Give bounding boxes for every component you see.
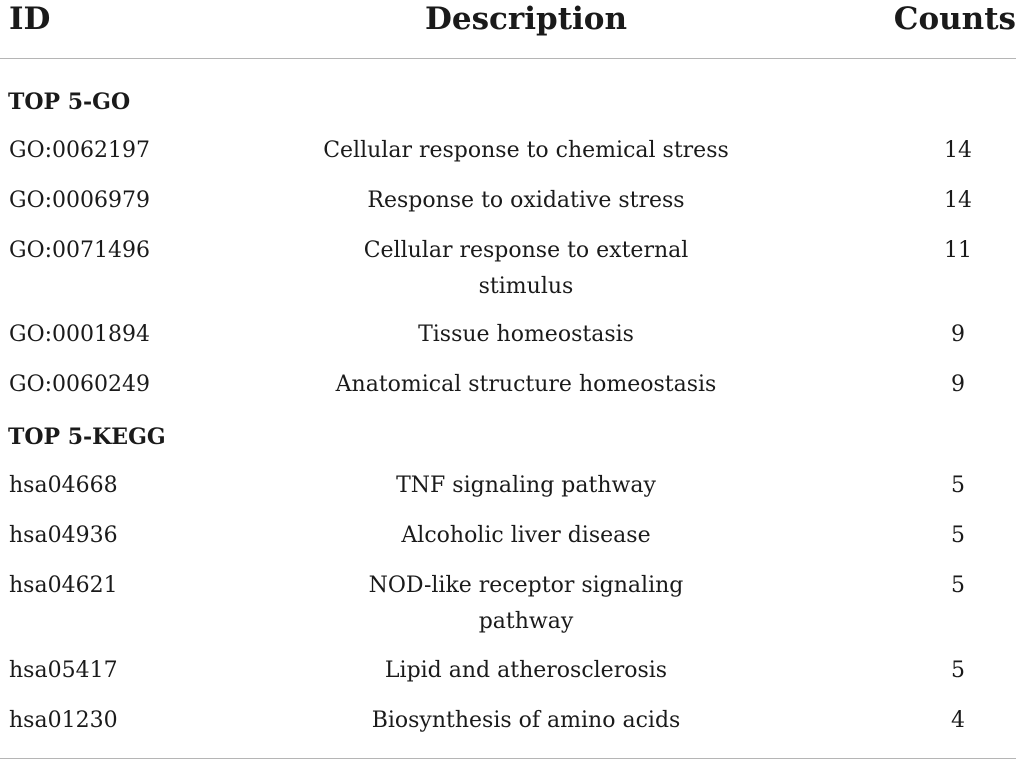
row-id: hsa05417: [9, 658, 118, 683]
row-description: Biosynthesis of amino acids: [371, 708, 681, 733]
row-description: NOD-like receptor signaling pathway: [368, 573, 684, 634]
table-header: [0, 0, 1021, 58]
row-count: 9: [951, 372, 965, 397]
row-description: Cellular response to external stimulus: [363, 238, 689, 299]
row-id: hsa04621: [9, 573, 118, 598]
header-counts: Counts: [893, 1, 1016, 37]
row-count: 14: [944, 188, 972, 213]
row-count: 11: [944, 238, 972, 263]
row-count: 5: [951, 573, 965, 598]
section-title-kegg: TOP 5-KEGG: [8, 424, 166, 450]
row-id: GO:0060249: [9, 372, 151, 397]
top-rule: [0, 58, 1016, 59]
row-count: 9: [951, 322, 965, 347]
row-id: hsa04668: [9, 473, 118, 498]
row-count: 4: [951, 708, 965, 733]
row-description: Tissue homeostasis: [418, 322, 634, 347]
row-description: TNF signaling pathway: [396, 473, 656, 498]
row-description: Response to oxidative stress: [367, 188, 685, 213]
header-id: ID: [9, 1, 51, 37]
section-title-go: TOP 5-GO: [8, 89, 131, 115]
row-id: hsa04936: [9, 523, 118, 548]
row-description: Cellular response to chemical stress: [323, 138, 729, 163]
row-id: GO:0062197: [9, 138, 151, 163]
header-description: Description: [424, 1, 628, 37]
row-description: Lipid and atherosclerosis: [384, 658, 668, 683]
row-count: 14: [944, 138, 972, 163]
row-count: 5: [951, 473, 965, 498]
row-id: GO:0006979: [9, 188, 151, 213]
row-id: GO:0071496: [9, 238, 151, 263]
row-id: hsa01230: [9, 708, 118, 733]
bottom-rule: [0, 758, 1016, 759]
row-count: 5: [951, 658, 965, 683]
row-description: Anatomical structure homeostasis: [335, 372, 717, 397]
row-count: 5: [951, 523, 965, 548]
row-description: Alcoholic liver disease: [401, 523, 651, 548]
row-id: GO:0001894: [9, 322, 151, 347]
